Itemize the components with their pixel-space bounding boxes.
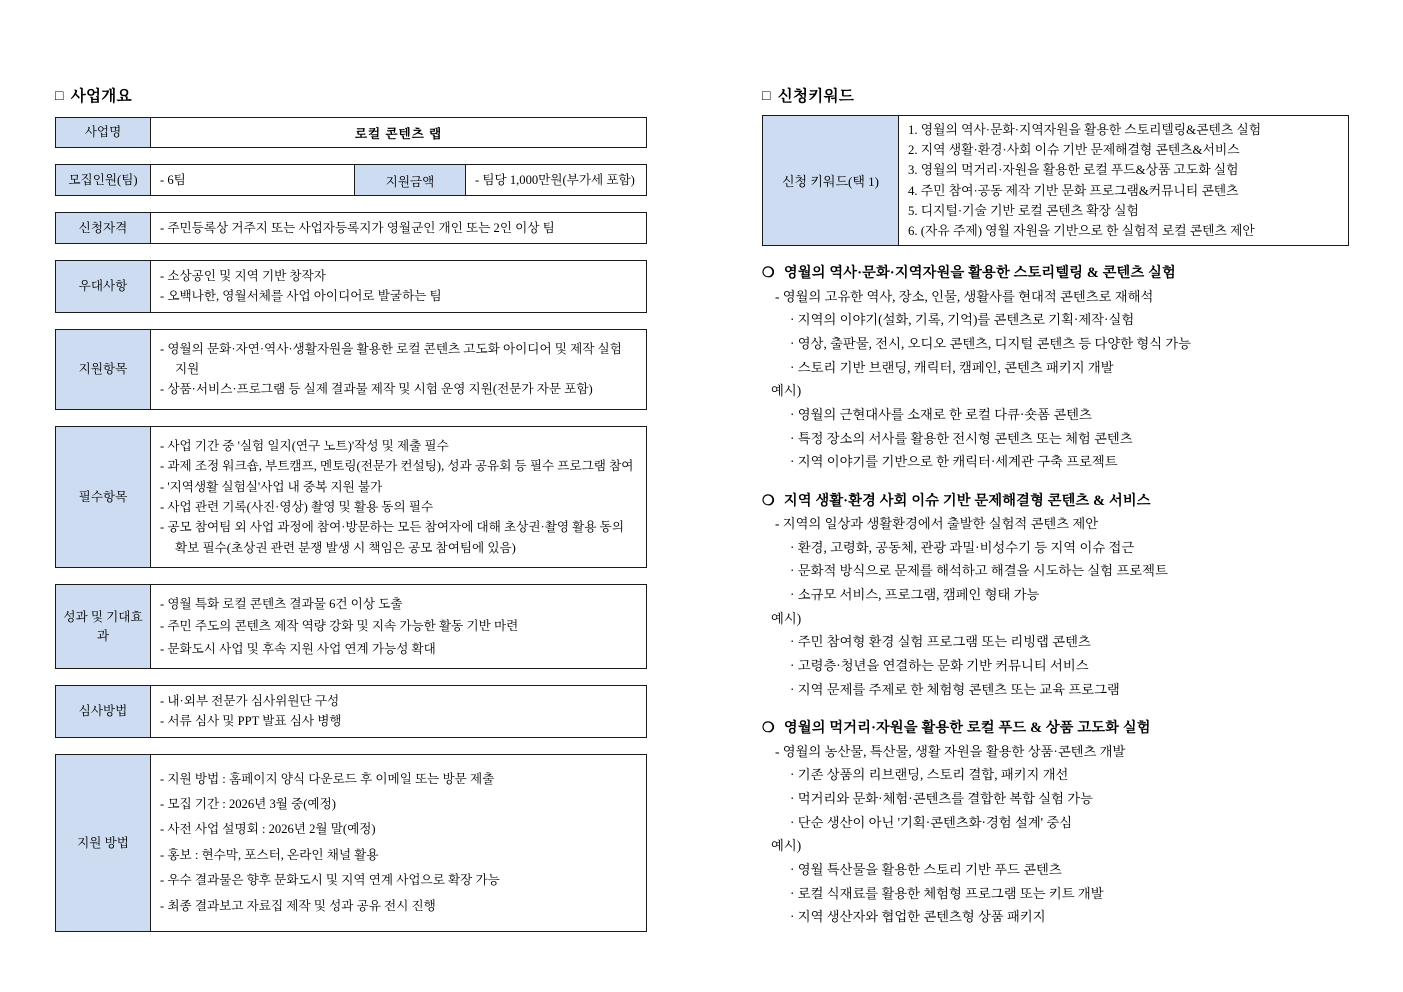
application-method-table: [55, 754, 647, 933]
funding-value: - 팀당 1,000만원(부가세 포함): [475, 173, 635, 187]
keyword-option: 2. 지역 생활·환경·사회 이슈 기반 문제해결형 콘텐츠&서비스: [908, 143, 1240, 158]
section-examples: [762, 858, 1354, 929]
section-point: · 소규모 서비스, 프로그램, 캠페인 형태 가능: [790, 587, 1040, 603]
application-method-label: 지원 방법: [56, 755, 151, 932]
application-method-line: - 최종 결과보고 자료집 제작 및 성과 공유 전시 진행: [160, 898, 436, 913]
preference-value: [151, 261, 646, 311]
checkbox-square-icon: □: [55, 89, 64, 104]
keyword-section-storytelling: [762, 263, 1354, 474]
application-method-line: - 홍보 : 현수막, 포스터, 온라인 채널 활용: [160, 847, 379, 862]
keyword-option: 5. 디지털·기술 기반 로컬 콘텐츠 확장 실험: [908, 203, 1139, 218]
required-items-line: - 사업 기간 중 '실험 일지(연구 노트)'작성 및 제출 필수: [160, 438, 449, 453]
keyword-section-problem-solving: [762, 491, 1354, 702]
application-method-line: - 지원 방법 : 홈페이지 양식 다운로드 후 이메일 또는 방문 제출: [160, 771, 495, 786]
eligibility-line: - 주민등록상 거주지 또는 사업자등록지가 영월군인 개인 또는 2인 이상 팀: [160, 221, 555, 236]
section-subline: - 영월의 농산물, 특산물, 생활 자원을 활용한 상품·콘텐츠 개발: [775, 743, 1126, 759]
outcomes-table: [55, 584, 647, 669]
keywords-title-text: 신청키워드: [777, 88, 855, 105]
section-subline: - 영월의 고유한 역사, 장소, 인물, 생활사를 현대적 콘텐츠로 재해석: [775, 288, 1154, 304]
support-items-line: - 영월의 문화·자연·역사·생활자원을 활용한 로컬 콘텐츠 고도화 아이디어 및 제작 실험 지원: [160, 341, 622, 376]
circle-bullet-icon: ❍: [762, 720, 775, 737]
section-example: · 영월 특산물을 활용한 스토리 기반 푸드 콘텐츠: [790, 861, 1062, 877]
section-point: · 먹거리와 문화·체험·콘텐츠를 결합한 복합 실험 가능: [790, 791, 1093, 807]
eligibility-table: [55, 212, 647, 244]
outcomes-value: [151, 585, 646, 668]
section-point: · 문화적 방식으로 문제를 해석하고 해결을 시도하는 실험 프로젝트: [790, 563, 1168, 579]
outcomes-line: - 주민 주도의 콘텐츠 제작 역량 강화 및 지속 가능한 활동 기반 마련: [160, 619, 519, 634]
section-point: · 영상, 출판물, 전시, 오디오 콘텐츠, 디지털 콘텐츠 등 다양한 형식 가능: [790, 335, 1192, 351]
evaluation-line: - 내·외부 전문가 심사위원단 구성: [160, 694, 340, 709]
required-items-line: - 공모 참여팀 외 사업 과정에 참여·방문하는 모든 참여자에 대해 초상권·촬영 활용 동의 확보 필수(초상권 관련 분쟁 발생 시 책임은 공모 참여팀에 있음): [160, 520, 624, 555]
eligibility-label: 신청자격: [56, 213, 151, 243]
required-items-label: 필수항목: [56, 427, 151, 567]
section-example: · 지역 문제를 주제로 한 체험형 콘텐츠 또는 교육 프로그램: [790, 681, 1120, 697]
application-method-line: - 모집 기간 : 2026년 3월 중(예정): [160, 797, 336, 812]
keyword-option: 1. 영월의 역사·문화·지역자원을 활용한 스토리텔링&콘텐츠 실험: [908, 123, 1262, 137]
example-label: 예시): [771, 838, 802, 854]
support-items-label: 지원항목: [56, 330, 151, 409]
keyword-select-label: 신청 키워드(택 1): [763, 116, 899, 245]
section-examples: [762, 403, 1354, 474]
support-items-line: - 상품·서비스·프로그램 등 실제 결과물 제작 및 시험 운영 지원(전문가 자문 포함): [160, 382, 593, 397]
section-points: [762, 536, 1354, 607]
recruit-count-label: 모집인원(팀): [56, 165, 151, 195]
funding-label: 지원금액: [354, 165, 466, 195]
required-items-line: - 사업 관련 기록(사진·영상) 촬영 및 활용 동의 필수: [160, 499, 434, 514]
section-heading: ❍ 영월의 먹거리·자원을 활용한 로컬 푸드 & 상품 고도화 실험: [762, 720, 1151, 737]
required-items-value: [151, 427, 646, 567]
section-point: · 스토리 기반 브랜딩, 캐릭터, 캠페인, 콘텐츠 패키지 개발: [790, 359, 1114, 375]
evaluation-table: [55, 685, 647, 737]
section-points: [762, 763, 1354, 834]
recruit-funding-table: [55, 164, 647, 196]
eligibility-value: [151, 213, 646, 243]
evaluation-line: - 서류 심사 및 PPT 발표 심사 병행: [160, 714, 342, 729]
keyword-options-list: [899, 116, 1348, 245]
support-items-table: [55, 329, 647, 410]
evaluation-value: [151, 686, 646, 736]
overview-section-title: [55, 84, 647, 106]
keyword-section-local-food: [762, 718, 1354, 929]
circle-bullet-icon: ❍: [762, 265, 775, 282]
business-overview-column: [55, 84, 647, 932]
required-items-table: [55, 426, 647, 568]
support-items-value: [151, 330, 646, 409]
application-method-value: [151, 755, 646, 932]
section-points: [762, 308, 1354, 379]
required-items-line: - '지역생활 실험실'사업 내 중복 지원 불가: [160, 479, 383, 494]
business-name-table: [55, 117, 647, 148]
section-point: · 기존 상품의 리브랜딩, 스토리 결합, 패키지 개선: [790, 767, 1069, 783]
overview-title-text: 사업개요: [70, 88, 132, 105]
recruit-count-value: - 6팀: [160, 173, 186, 187]
preference-line: - 오백나한, 영월서체를 사업 아이디어로 발굴하는 팀: [160, 289, 442, 304]
section-example: · 고령층·청년을 연결하는 문화 기반 커뮤니티 서비스: [790, 658, 1089, 674]
section-example: · 지역 생산자와 협업한 콘텐츠형 상품 패키지: [790, 909, 1046, 925]
preference-label: 우대사항: [56, 261, 151, 311]
example-label: 예시): [771, 610, 802, 626]
preference-table: [55, 260, 647, 312]
keyword-option: 4. 주민 참여·공동 제작 기반 문화 프로그램&커뮤니티 콘텐츠: [908, 183, 1239, 198]
section-subline: - 지역의 일상과 생활환경에서 출발한 실험적 콘텐츠 제안: [775, 516, 1099, 532]
preference-line: - 소상공인 및 지역 기반 창작자: [160, 269, 326, 284]
checkbox-square-icon: □: [762, 89, 771, 104]
section-heading: ❍ 영월의 역사·문화·지역자원을 활용한 스토리텔링 & 콘텐츠 실험: [762, 265, 1176, 282]
section-point: · 지역의 이야기(설화, 기록, 기억)를 콘텐츠로 기획·제작·실험: [790, 312, 1135, 328]
section-example: · 주민 참여형 환경 실험 프로그램 또는 리빙랩 콘텐츠: [790, 634, 1091, 650]
business-name-label: 사업명: [56, 118, 151, 147]
circle-bullet-icon: ❍: [762, 492, 775, 509]
application-method-line: - 사전 사업 설명회 : 2026년 2월 말(예정): [160, 822, 376, 837]
business-name-value: 로컬 콘텐츠 랩: [354, 127, 443, 141]
outcomes-label: 성과 및 기대효과: [56, 585, 151, 668]
evaluation-label: 심사방법: [56, 686, 151, 736]
keywords-column: [762, 84, 1354, 929]
section-examples: [762, 630, 1354, 701]
outcomes-line: - 문화도시 사업 및 후속 지원 사업 연계 가능성 확대: [160, 641, 436, 656]
outcomes-line: - 영월 특화 로컬 콘텐츠 결과물 6건 이상 도출: [160, 597, 403, 612]
required-items-line: - 과제 조정 워크숍, 부트캠프, 멘토링(전문가 컨설팅), 성과 공유회 등 필수 프로그램 참여: [160, 459, 634, 474]
keyword-option: 3. 영월의 먹거리·자원을 활용한 로컬 푸드&상품 고도화 실험: [908, 163, 1239, 178]
keywords-section-title: [762, 84, 1354, 106]
keyword-select-table: [762, 115, 1349, 246]
section-point: · 환경, 고령화, 공동체, 관광 과밀·비성수기 등 지역 이슈 접근: [790, 539, 1135, 555]
section-example: · 지역 이야기를 기반으로 한 캐릭터·세계관 구축 프로젝트: [790, 454, 1118, 470]
example-label: 예시): [771, 383, 802, 399]
section-point: · 단순 생산이 아닌 '기획·콘텐츠화·경험 설계' 중심: [790, 814, 1073, 830]
section-example: · 특정 장소의 서사를 활용한 전시형 콘텐츠 또는 체험 콘텐츠: [790, 430, 1133, 446]
keyword-option: 6. (자유 주제) 영월 자원을 기반으로 한 실험적 로컬 콘텐츠 제안: [908, 224, 1255, 239]
application-method-line: - 우수 결과물은 향후 문화도시 및 지역 연계 사업으로 확장 가능: [160, 873, 500, 888]
section-example: · 로컬 식재료를 활용한 체험형 프로그램 또는 키트 개발: [790, 885, 1104, 901]
section-heading: ❍ 지역 생활·환경 사회 이슈 기반 문제해결형 콘텐츠 & 서비스: [762, 492, 1151, 509]
section-example: · 영월의 근현대사를 소재로 한 로컬 다큐·숏폼 콘텐츠: [790, 406, 1092, 422]
